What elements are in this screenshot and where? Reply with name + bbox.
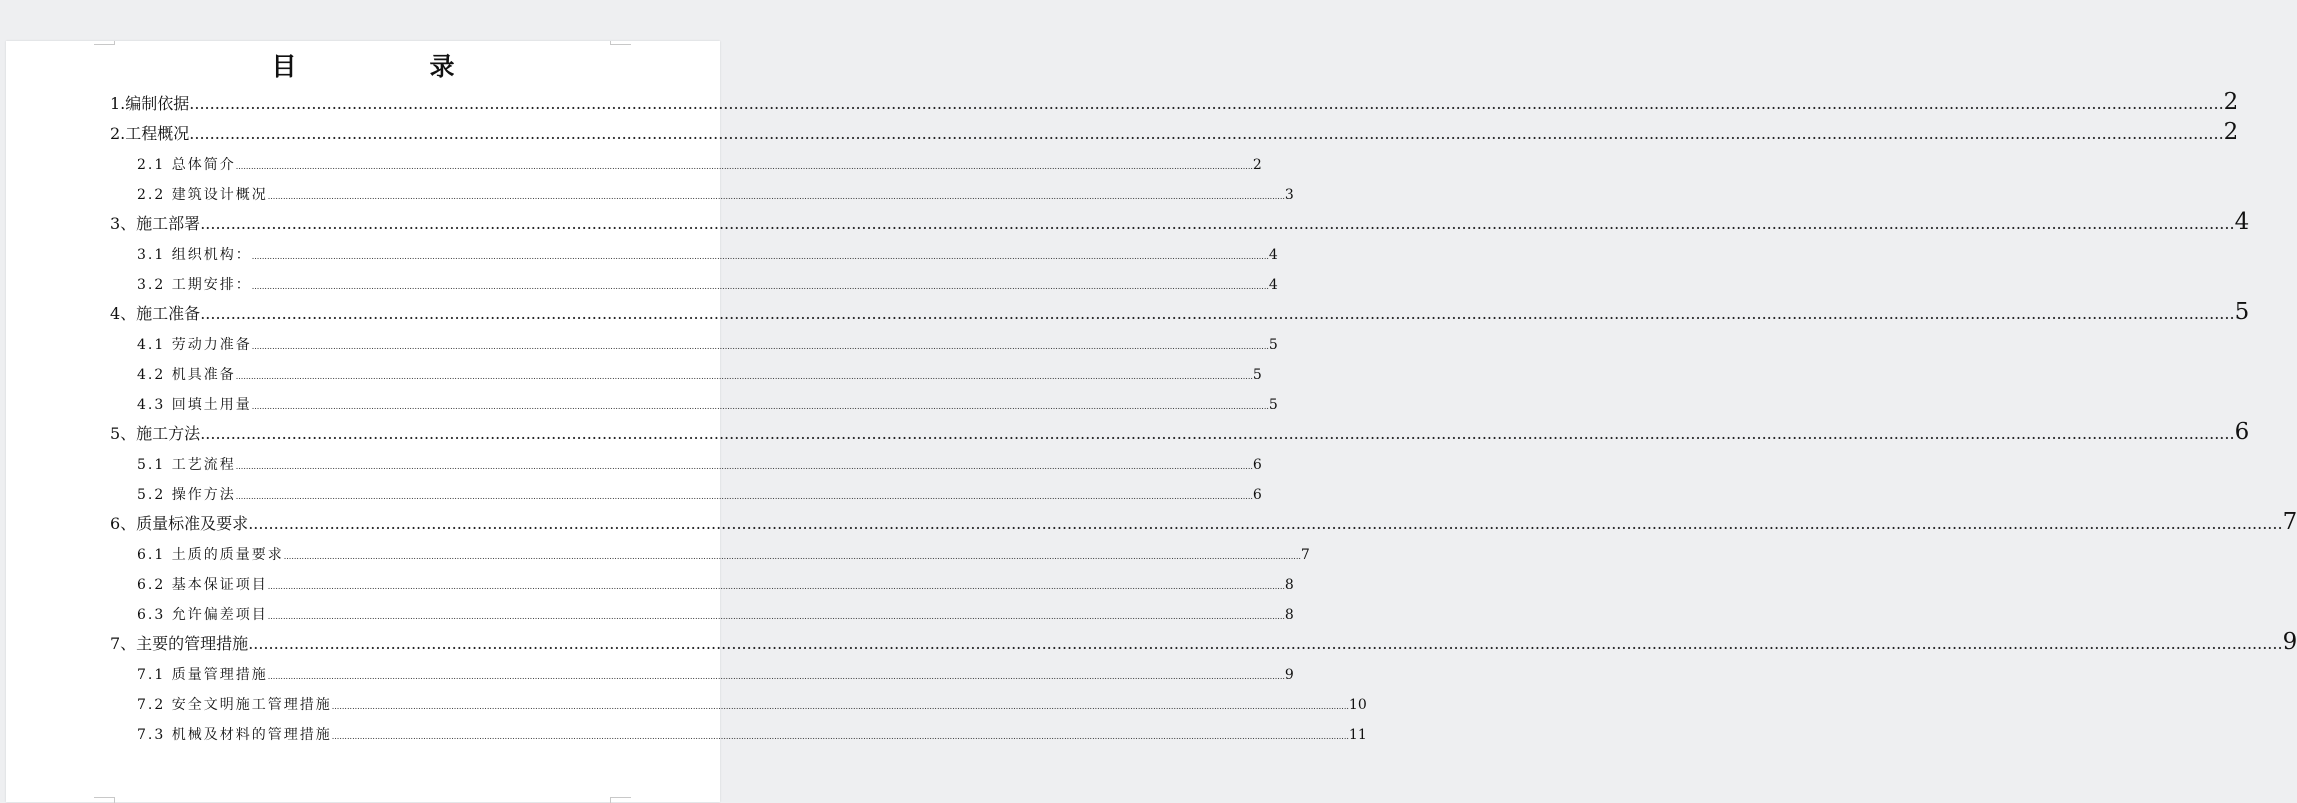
toc-page-number: 6 xyxy=(2234,419,2250,445)
toc-entry[interactable] xyxy=(137,265,1278,295)
toc-entry[interactable] xyxy=(137,475,1262,505)
toc-entry-title: 5.2 操作方法 xyxy=(137,487,236,503)
toc-dot-leader: ................................................................................................................................................................................................................................................................................................................................................................................................................ xyxy=(283,552,1301,561)
toc-page-number: 11 xyxy=(1348,727,1367,743)
toc-dot-leader: ................................................................................................................................................................................................................................................................................................................................................................................................................ xyxy=(251,282,1269,291)
toc-entry-title: 7、主要的管理措施 xyxy=(110,634,249,653)
toc-entry[interactable] xyxy=(137,445,1262,475)
toc-entry[interactable] xyxy=(137,535,1310,565)
toc-entry-title: 1.编制依据 xyxy=(110,94,190,113)
toc-entry-title: 4.3 回填土用量 xyxy=(137,397,252,413)
toc-entry-title: 4.2 机具准备 xyxy=(137,367,236,383)
toc-page-number: 3 xyxy=(1284,187,1294,203)
toc-entry-title: 5、施工方法 xyxy=(110,424,201,443)
toc-entry-title: 2.工程概况 xyxy=(110,124,190,143)
toc-dot-leader: ................................................................................................................................................................................................................................................................................................................................................................................................................ xyxy=(267,612,1285,621)
toc-entry[interactable] xyxy=(110,415,2250,445)
toc-page-number: 7 xyxy=(2282,509,2297,535)
toc-page-number: 9 xyxy=(2282,629,2297,655)
toc-dot-leader: ................................................................................................................................................................................................................................................................................................................................................................................................................ xyxy=(251,342,1269,351)
toc-page-number: 10 xyxy=(1348,697,1367,713)
toc-entry[interactable] xyxy=(137,595,1294,625)
toc-entry[interactable] xyxy=(137,715,1367,745)
toc-entry-title: 4、施工准备 xyxy=(110,304,201,323)
toc-entry[interactable] xyxy=(110,115,2239,145)
toc-dot-leader: ................................................................................................................................................................................................................................................................................................................................................................................................................ xyxy=(235,492,1253,501)
page-corner-mark xyxy=(94,41,115,45)
toc-page-number: 8 xyxy=(1284,607,1294,623)
document-page xyxy=(6,41,2297,802)
toc-dot-leader: ................................................................................................................................................................................................................................................................................................................................................................................................................ xyxy=(331,702,1349,711)
toc-entry-title: 6.1 土质的质量要求 xyxy=(137,547,284,563)
toc-dot-leader: ................................................................................................................................................................................................................................................................................................................................................................................................................ xyxy=(200,304,2235,323)
toc-page-number: 2 xyxy=(1252,157,1262,173)
toc-dot-leader: ................................................................................................................................................................................................................................................................................................................................................................................................................ xyxy=(200,214,2235,233)
toc-page-number: 6 xyxy=(1252,457,1262,473)
toc-dot-leader: ................................................................................................................................................................................................................................................................................................................................................................................................................ xyxy=(235,462,1253,471)
toc-entry[interactable] xyxy=(137,145,1262,175)
toc-entry[interactable] xyxy=(137,175,1294,205)
toc-entry-title: 3.2 工期安排： xyxy=(137,277,252,293)
toc-entry[interactable] xyxy=(110,625,2297,655)
toc-entry[interactable] xyxy=(137,685,1367,715)
toc-entry-title: 7.2 安全文明施工管理措施 xyxy=(137,697,332,713)
toc-entry-title: 5.1 工艺流程 xyxy=(137,457,236,473)
toc-entry-title: 3、施工部署 xyxy=(110,214,201,233)
toc-entry-title: 6、质量标准及要求 xyxy=(110,514,249,533)
toc-entry-title: 6.2 基本保证项目 xyxy=(137,577,268,593)
toc-page-number: 2 xyxy=(2223,119,2239,145)
toc-entry-title: 2.1 总体简介 xyxy=(137,157,236,173)
toc-entry-title: 6.3 允许偏差项目 xyxy=(137,607,268,623)
toc-entry[interactable] xyxy=(137,325,1278,355)
toc-page-number: 5 xyxy=(1268,337,1278,353)
toc-dot-leader: ................................................................................................................................................................................................................................................................................................................................................................................................................ xyxy=(267,672,1285,681)
toc-entry[interactable] xyxy=(137,565,1294,595)
page-corner-mark xyxy=(94,797,115,803)
toc-page-number: 5 xyxy=(1268,397,1278,413)
toc-dot-leader: ................................................................................................................................................................................................................................................................................................................................................................................................................ xyxy=(248,514,2283,533)
page-corner-mark xyxy=(610,797,631,803)
toc-dot-leader: ................................................................................................................................................................................................................................................................................................................................................................................................................ xyxy=(235,162,1253,171)
toc-entry[interactable] xyxy=(137,385,1278,415)
toc-page-number: 7 xyxy=(1300,547,1310,563)
toc-page-number: 2 xyxy=(2223,89,2239,115)
toc-page-number: 5 xyxy=(2234,299,2250,325)
toc-page-number: 5 xyxy=(1252,367,1262,383)
toc-entry[interactable] xyxy=(110,505,2297,535)
toc-title: 目 录 xyxy=(271,52,509,81)
toc-entry[interactable] xyxy=(110,85,2239,115)
toc-dot-leader: ................................................................................................................................................................................................................................................................................................................................................................................................................ xyxy=(248,634,2283,653)
toc-entry[interactable] xyxy=(137,355,1262,385)
toc-entry-title: 7.1 质量管理措施 xyxy=(137,667,268,683)
toc-entry[interactable] xyxy=(137,235,1278,265)
toc-dot-leader: ................................................................................................................................................................................................................................................................................................................................................................................................................ xyxy=(267,582,1285,591)
toc-page-number: 6 xyxy=(1252,487,1262,503)
toc-dot-leader: ................................................................................................................................................................................................................................................................................................................................................................................................................ xyxy=(235,372,1253,381)
toc-entry-title: 3.1 组织机构： xyxy=(137,247,252,263)
toc-dot-leader: ................................................................................................................................................................................................................................................................................................................................................................................................................ xyxy=(251,252,1269,261)
toc-entry[interactable] xyxy=(110,295,2250,325)
toc-dot-leader: ................................................................................................................................................................................................................................................................................................................................................................................................................ xyxy=(267,192,1285,201)
toc-entry[interactable] xyxy=(110,205,2250,235)
toc-page-number: 4 xyxy=(1268,277,1278,293)
toc-dot-leader: ................................................................................................................................................................................................................................................................................................................................................................................................................ xyxy=(200,424,2235,443)
toc-dot-leader: ................................................................................................................................................................................................................................................................................................................................................................................................................ xyxy=(331,732,1349,741)
toc-dot-leader: ................................................................................................................................................................................................................................................................................................................................................................................................................ xyxy=(189,124,2224,143)
toc-dot-leader: ................................................................................................................................................................................................................................................................................................................................................................................................................ xyxy=(251,402,1269,411)
page-corner-mark xyxy=(610,41,631,45)
toc-page-number: 4 xyxy=(2234,209,2250,235)
toc-page-number: 8 xyxy=(1284,577,1294,593)
toc-dot-leader: ................................................................................................................................................................................................................................................................................................................................................................................................................ xyxy=(189,94,2224,113)
toc-entry-title: 2.2 建筑设计概况 xyxy=(137,187,268,203)
toc-page-number: 9 xyxy=(1284,667,1294,683)
toc-page-number: 4 xyxy=(1268,247,1278,263)
toc-entry[interactable] xyxy=(137,655,1294,685)
toc-entry-title: 4.1 劳动力准备 xyxy=(137,337,252,353)
toc-entry-title: 7.3 机械及材料的管理措施 xyxy=(137,727,332,743)
